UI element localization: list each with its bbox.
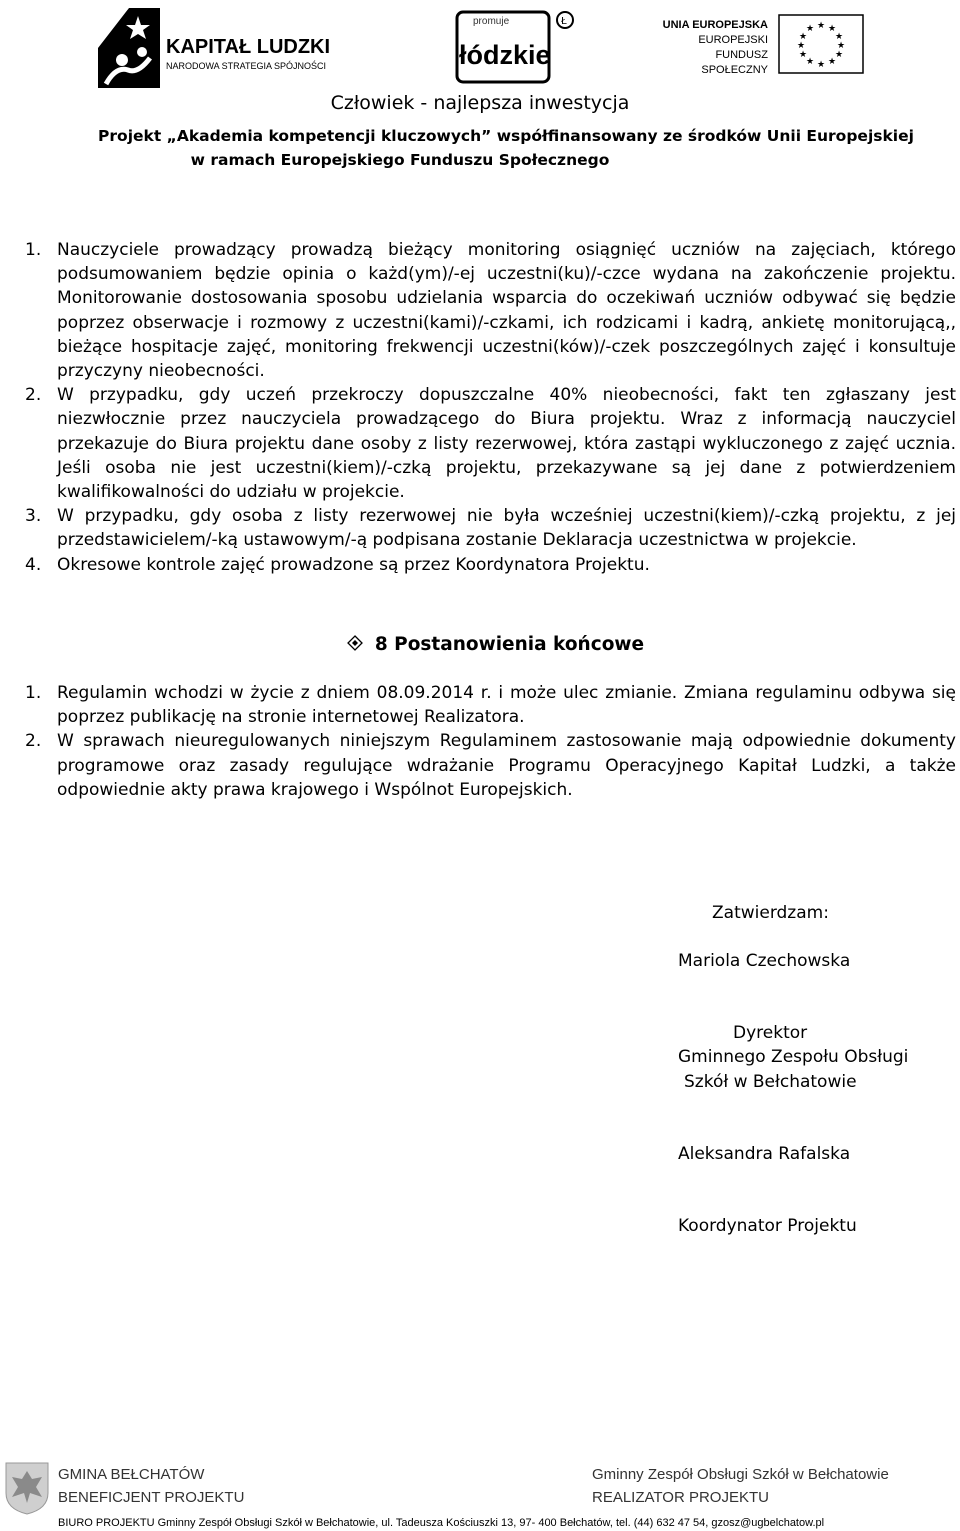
eu-logo <box>650 12 865 82</box>
list-text: W przypadku, gdy osoba z listy rezerwowej nie była wcześniej uczestni(kiem)/-czką projektu, z jej przedstawicielem/-ką ustawowym/-ą podpisana zostanie Deklaracja uczestnictwa w projekcie. <box>57 506 956 551</box>
project-office-address: BIURO PROJEKTU Gminny Zespół Obsługi Szkół w Bełchatowie, ul. Tadeusza Kościuszki 13, 97- 400 Bełchatów, tel. (44) 632 47 54, gzosz@ugbelchatow.pl <box>58 1517 825 1529</box>
implementer-label: REALIZATOR PROJEKTU <box>592 1489 769 1506</box>
director-role-line3: Szkół w Bełchatowie <box>684 1072 857 1092</box>
implementer-info <box>592 1463 889 1509</box>
eu-flag-icon <box>778 14 864 74</box>
svg-text:★: ★ <box>816 21 826 31</box>
final-provisions-section <box>25 633 956 802</box>
svg-text:★: ★ <box>798 32 808 42</box>
logo-bar <box>0 0 960 95</box>
lodzkie-logo <box>455 10 580 85</box>
svg-text:Ł: Ł <box>561 16 567 27</box>
slogan: Człowiek - najlepsza inwestycja <box>330 92 630 114</box>
list-number: 2. <box>25 385 42 406</box>
beneficiary-label: BENEFICJENT PROJEKTU <box>58 1489 245 1506</box>
implementer-name: Gminny Zespół Obsługi Szkół w Bełchatowie <box>592 1466 889 1483</box>
final-list <box>25 681 956 802</box>
list-text: W sprawach nieuregulowanych niniejszym Regulaminem zastosowanie mają odpowiednie dokumenty programowe oraz zasady regulujące wdrażanie Programu Operacyjnego Kapitał Ludzki, a także odpowiednie akty prawa krajowego i Wspólnot Europejskich. <box>57 731 956 800</box>
list-number: 1. <box>25 240 42 260</box>
list-text: Regulamin wchodzi w życie z dniem 08.09.2014 r. i może ulec zmianie. Zmiana regulaminu odbywa się poprzez publikację na stronie internetowej Realizatora. <box>57 683 956 728</box>
beneficiary-name: GMINA BEŁCHATÓW <box>58 1466 205 1483</box>
diamond-bullet-icon <box>347 634 369 655</box>
svg-text:★: ★ <box>827 57 837 67</box>
list-number: 2. <box>25 731 42 752</box>
svg-text:★: ★ <box>805 57 815 67</box>
list-item <box>25 383 956 504</box>
kapital-ludzki-title: KAPITAŁ LUDZKI <box>166 36 331 58</box>
list-item <box>25 681 956 729</box>
eu-line1: UNIA EUROPEJSKA <box>662 19 768 31</box>
lodzkie-big-text: łódzkie <box>459 40 551 70</box>
svg-text:★: ★ <box>798 50 808 60</box>
list-number: 4. <box>25 554 42 575</box>
project-title-line2: w ramach Europejskiego Funduszu Społecznego <box>190 151 610 169</box>
list-text: Nauczyciele prowadzący prowadzą bieżący monitoring osiągnięć uczniów na zajęciach, którego podsumowaniem będzie opinia o każd(ym)/-ej uczestni(ku)/-czce wydana na zakończenie projektu. Monitorowanie dostosowania sposobu udzielania wsparcia do oczekiwań uczniów odbywać się będzie poprzez obserwacje i rozmowy z uczestni(kami)/-czkami, ich rodzicami i kadrą, ankietę monitorującą,, bieżące hospitacje zajęć, monitoring frekwencji uczestni(ków)/-czek poszczególnych zajęć i konsultuje przyczyny nieobecności. <box>57 240 956 382</box>
lodzkie-small-text: promuje <box>473 16 510 27</box>
director-role-line1: Dyrektor <box>733 1023 808 1043</box>
kapital-ludzki-logo <box>98 8 343 88</box>
svg-text:★: ★ <box>834 32 844 42</box>
eu-line2: EUROPEJSKI <box>698 34 768 46</box>
list-item <box>25 504 956 552</box>
svg-text:★: ★ <box>836 41 846 51</box>
approved-label: Zatwierdzam: <box>712 903 829 923</box>
project-title-line1: Projekt „Akademia kompetencji kluczowych” współfinansowany ze środków Unii Europejskiej <box>98 127 914 145</box>
list-item <box>25 729 956 802</box>
coordinator-name: Aleksandra Rafalska <box>678 1144 851 1164</box>
eu-text <box>650 18 768 78</box>
monitoring-list <box>25 238 956 577</box>
kapital-ludzki-icon <box>98 8 160 88</box>
svg-text:★: ★ <box>827 24 837 34</box>
section-title: 8 Postanowienia końcowe <box>374 633 645 655</box>
director-name: Mariola Czechowska <box>678 951 851 971</box>
kapital-ludzki-subtitle: NARODOWA STRATEGIA SPÓJNOŚCI <box>166 61 327 71</box>
list-item <box>25 553 956 577</box>
svg-text:★: ★ <box>805 24 815 34</box>
list-number: 3. <box>25 506 42 527</box>
list-text: W przypadku, gdy uczeń przekroczy dopuszczalne 40% nieobecności, fakt ten zgłaszany jest niezwłocznie przez nauczyciela prowadzącego do Biura projektu. Wraz z informacją nauczyciel przekazuje do Biura projektu dane osoby z listy rezerwowej, która zastąpi wykluczonego z zajęć ucznia. Jeśli osoba nie jest uczestni(kiem)/-czką projektu, przekazywane są jej dane z potwierdzeniem kwalifikowalności do udziału w projekcie. <box>57 385 956 503</box>
document-body <box>25 238 956 802</box>
coat-of-arms-icon <box>2 1459 52 1515</box>
director-role-line2: Gminnego Zespołu Obsługi <box>678 1047 909 1067</box>
coordinator-role: Koordynator Projektu <box>678 1216 857 1236</box>
footer <box>0 1455 960 1531</box>
list-item <box>25 238 956 383</box>
svg-text:★: ★ <box>816 60 826 70</box>
eu-line3: FUNDUSZ SPOŁECZNY <box>701 49 768 76</box>
beneficiary-info <box>58 1463 244 1509</box>
section-heading <box>25 633 956 657</box>
list-number: 1. <box>25 683 42 704</box>
list-text: Okresowe kontrole zajęć prowadzone są przez Koordynatora Projektu. <box>57 554 650 575</box>
svg-text:★: ★ <box>796 41 806 51</box>
svg-text:★: ★ <box>834 50 844 60</box>
